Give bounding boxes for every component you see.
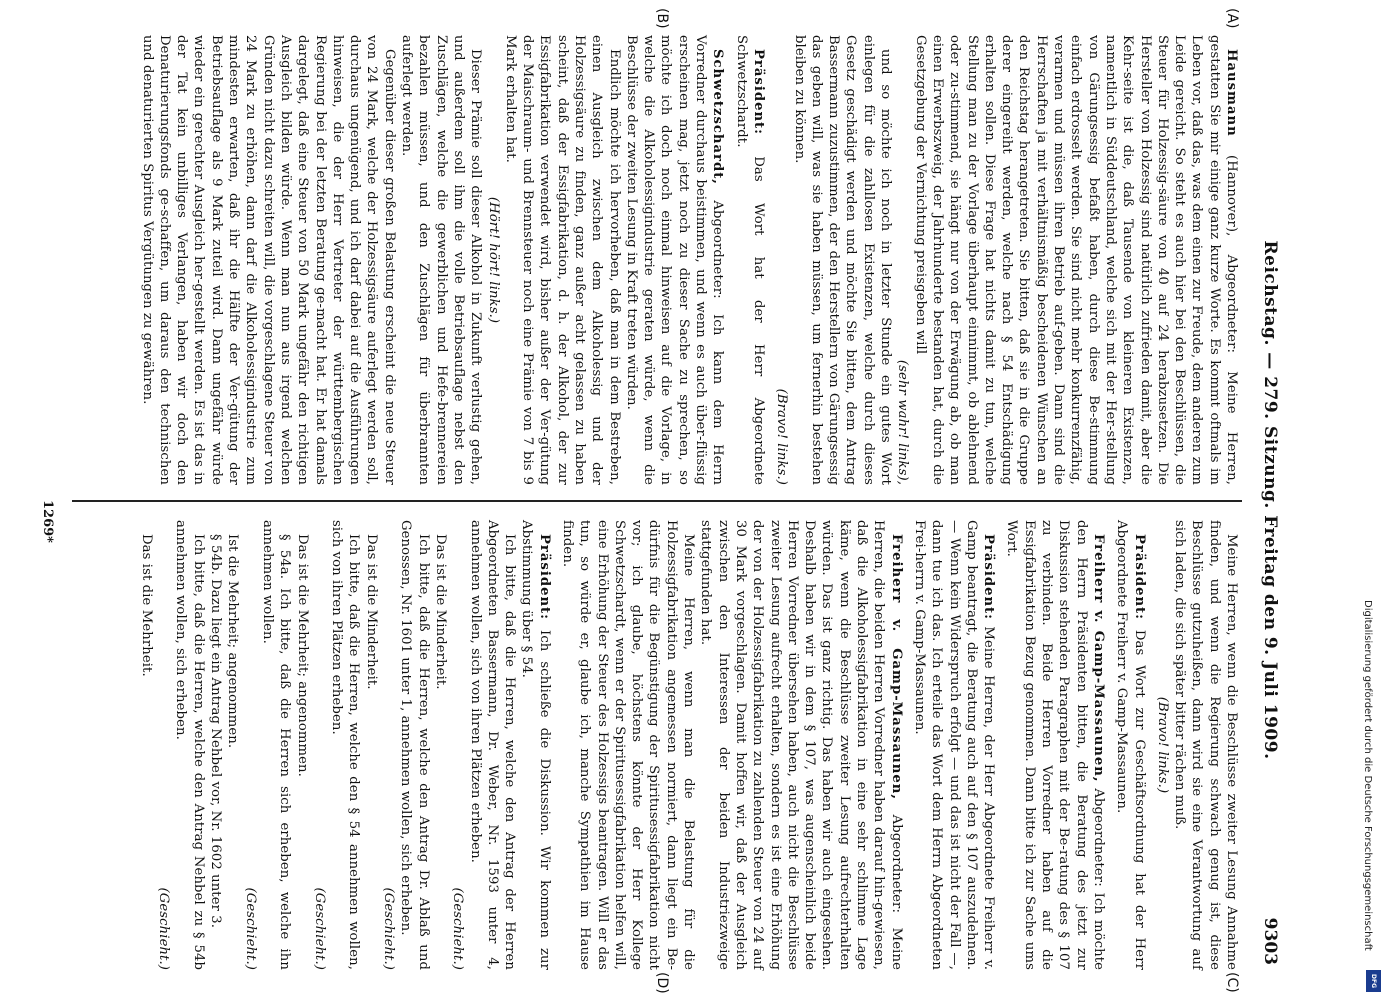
speaker-name: Präsident: (981, 534, 997, 621)
paragraph: Meine Herren, der Herr Abgeordnete Freiherr v. Gamp beantragt, die Beratung auch auf den § 107 auszudehnen. — Wenn kein Widerspruch erfolgt — und das ist nicht der Fall —, dann tue ich das. Ich erteile das Wort dem Herrn Abgeordneten Frei-herrn v. Gamp-Massaunen. (911, 520, 997, 971)
interjection: (Geschieht.) (381, 887, 397, 970)
paragraph: Endlich möchte ich hervorheben, daß man in dem Bestreben, einen Ausgleich zwischen dem Alkoholessig und der Holzessigsäure zu finden, ganz außer acht gelassen zu haben scheint, daß der Essigfabrikation, d. h. der Alkohol, der zur Essigfabrikation verwendet wird, bisher außer der Ver-gütung der Maischraum- und Brennsteuer noch eine Prämie von 7 bis 9 Mark erhalten hat. (502, 35, 622, 485)
paragraph: Das Wort hat der Herr Abgeordnete Schwetzschardt. (733, 35, 766, 485)
margin-mark-d: (D) (654, 972, 670, 994)
paragraph: Meine Herren, wenn die Beschlüsse zweiter Lesung Annahme finden, und wenn die Regierung schwach genug ist, diese Beschlüsse gutzuheißen, dann wird sie eine Verantwortung auf sich laden, die sich später bitter rächen muß. (1172, 520, 1239, 970)
paragraph: Abgeordneter: Ich möchte den Herrn Präsidenten bitten, die Beratung des jetzt zur Diskussion stehenden Paragraphen mit der Be-ratung des § 107 zu verbinden. Beide Herren Vorredner haben auf die Essigfabrikation Bezug genommen. Dann bitte ich zur Sache ums Wort. (1004, 520, 1106, 970)
interjection: (Bravo! links.) (1154, 696, 1170, 794)
speaker-name: Freiherr v. Gamp-Massaunen, (888, 534, 904, 800)
paragraph: Ich bitte, daß die Herren, welche den Antrag Dr. Ablaß und Genossen, Nr. 1601 unter 1, annehmen wollen, sich erheben. (398, 520, 431, 970)
rotated-page (10, 0, 1310, 1000)
margin-mark-a: (A) (1224, 8, 1240, 29)
paragraph: Gegenüber dieser großen Belastung erscheint die neue Steuer von 24 Mark, welche der Holzessigsäure auferlegt werden soll, durchaus ungenügend, und ich darf dabei auf die Ausführungen hinweisen, die der Herr Vertreter der württembergischen Regierung bei der letzten Beratung ge-macht hat. Er hat damals dargelegt, daß eine Steuer von 50 Mark ungefähr den richtigen Ausgleich bilden würde. Wenn man nun aus irgend welchen Gründen nicht dazu schreiten will, die vorgeschlagene Steuer von 24 Mark zu erhöhen, dann darf die Alkoholessigindustrie zum mindesten erwarten, daß ihr die Hälfte der Ver-gütung der Betriebsauflage als 9 Mark zuteil wird. Dann ungefähr würde wieder ein gerechter Ausgleich her-gestellt werden. Es ist das in der Tat kein unbilliges Verlangen, haben wir doch den Denaturierungsfonds ge-schaffen, um daraus den technischen und denaturierten Spiritus Vergütungen zu gewähren. (139, 35, 397, 485)
column-divider (72, 500, 1242, 502)
margin-mark-b: (B) (654, 8, 670, 29)
folio-mark: 1269* (40, 500, 55, 543)
paragraph: Das Wort zur Geschäftsordnung hat der Herr Abgeordnete Freiherr v. Gamp-Massaunen. (1114, 520, 1147, 970)
interjection: (sehr wahr! links), (895, 359, 911, 485)
paragraph: Ich schließe die Diskussion. Wir kommen zur Abstimmung über § 54. (519, 520, 552, 970)
paragraph: (Hannover), Abgeordneter: Meine Herren, gestatten Sie mir einige ganz kurze Worte. Es kommt oftmals im Leben vor, daß das, was dem einen zur Freude, dem anderen zum Leide gereicht. So steht es auch hier bei den Beschlüssen, die Steuer für Holzessig-säure von 40 auf 24 herabzusetzen. Die Hersteller von Holzessig sind natürlich zufrieden damit, aber die Kehr-seite ist die, daß Tausende von kleineren Existenzen, namentlich in Süddeutschland, welche sich mit der Her-stellung von Gärungsessig befaßt haben, durch diese Be-stimmung einfach erdrosselt werden. Sie sind nicht mehr konkurrenzfähig, verarmen und müssen ihren Betrieb auf-geben. Dann sind die Herrschaften ja mit verhältnismäßig bescheidenen Wünschen an den Reichstag herangetreten. Sie bitten, daß sie in die Gruppe derer eingereiht werden, welche nach § 54 Entschädigung erhalten sollen. Diese Frage hat nichts damit zu tun, welche Stellung man zu der Vorlage überhaupt einnimmt, ob ablehnend oder zu-stimmend, sie hängt nur von der Erwägung ab, ob man einen Erwerbszweig, der Jahrhunderte bestanden hat, durch die Gesetzgebung der Vernichtung preisgeben will (912, 35, 1239, 486)
speaker-name: Hausmann (1224, 49, 1239, 137)
speaker-name: Freiherr v. Gamp-Massaunen, (1090, 534, 1106, 783)
paragraph: § 54a. Ich bitte, daß die Herren sich erheben, welche ihn annehmen wollen. (259, 520, 293, 970)
paragraph: Das ist die Mehrheit; angenommen. (294, 534, 310, 777)
interjection: (Geschieht.) (311, 887, 327, 970)
interjection: (Hört! hört! links.) (485, 196, 501, 324)
dfg-logo: DFG (1366, 970, 1381, 992)
paragraph: § 54b. Dazu liegt ein Antrag Nehbel vor, Nr. 1602 unter 3. (208, 534, 224, 929)
left-column (138, 35, 1240, 485)
interjection: (Geschieht.) (156, 887, 172, 970)
right-column (138, 520, 1240, 970)
speaker-name: Präsident: (1131, 534, 1147, 621)
paragraph: Ich bitte, daß die Herren, welche den Antrag Nehbel zu § 54b annehmen wollen, sich erheben. (173, 520, 206, 970)
speaker-name: Präsident: (750, 49, 766, 136)
page-number: 9303 (1260, 917, 1280, 965)
paragraph: Ist die Mehrheit; angenommen. (225, 534, 241, 749)
interjection: (Bravo! links.) (774, 388, 790, 485)
paragraph: Das ist die Minderheit. (432, 534, 448, 690)
page-header (1248, 35, 1288, 965)
digitization-footer: Digitalisierung gefördert durch die Deutsche Forschungsgemeinschaft (1362, 600, 1373, 951)
paragraph: Abgeordneter: Meine Herren, die beiden Herren Vorredner haben darauf hin-gewiesen, daß die Alkoholessigfabrikation in eine sehr schlimme Lage käme, wenn die Beschlüsse zweiter Lesung aufrechterhalten würden. Das ist ganz richtig. Das haben wir auch eingesehen. Deshalb haben wir in dem § 107, was augenscheinlich beide Herren Vorredner übersehen haben, auch nicht die Beschlüsse zweiter Lesung aufrecht erhalten, sondern es ist eine Erhöhung der von der Holzessigfabrikation zu zahlenden Steuer von 24 auf 30 Mark vorgeschlagen. Damit hoffen wir, daß der Ausgleich zwischen den Interessen der beiden Industriezweige stattgefunden hat. (698, 520, 904, 970)
paragraph: Ich bitte, daß die Herren, welche den Antrag der Herren Abgeordneten Bassermann, Dr. Weber, Nr. 1593 unter 4, annehmen wollen, sich von ihren Plätzen erheben. (467, 520, 518, 970)
page-title: Reichstag. — 279. Sitzung. Freitag den 9. Juli 1909. (1260, 240, 1280, 760)
interjection: (Geschieht.) (242, 887, 258, 970)
speaker-name: Schwetzschardt, (710, 49, 726, 185)
paragraph: Das ist die Mehrheit. (138, 534, 154, 677)
paragraph: Abgeordneter: Ich kann dem Herrn Vorredner durchaus beistimmen, und wenn es auch über-flüssig erscheinen mag, jetzt noch zu dieser Sache zu sprechen, so möchte ich doch noch einmal hinweisen auf die Vorlage, in welche die Alkoholessigindustrie geraten würde, wenn die Beschlüsse der zweiten Lesung in Kraft treten würden. (623, 35, 726, 485)
margin-mark-c: (C) (1224, 972, 1240, 993)
paragraph: Dieser Prämie soll dieser Alkohol in Zukunft verlustig gehen, und außerdem soll ihm die volle Betriebsauflage nebst den Zuschlägen, welche die gewerblichen und Hefe-brennereien bezahlen müssen, und den Zuschlägen für überbrannten auferlegt werden. (399, 35, 484, 485)
interjection: (Geschieht.) (450, 887, 466, 970)
paragraph: Meine Herren, wenn man die Belastung für die Holzessigfabrikation angemessen normiert, dann liegt ein Be-dürfnis für die Begünstigung der Spiritusessigfabrikation nicht vor; ich glaube, höchstens könnte der Herr Kollege Schwetzschardt, wenn er der Spiritusessigfabrikation helfen will, eine Erhöhung der Steuer des Holzessigs beantragen. Will er das tun, so würde er, glaube ich, manche Sympathien im Hause finden. (560, 520, 697, 970)
paragraph: und so möchte ich noch in letzter Stunde ein gutes Wort einlegen für die zahllosen Existenzen, welche durch dieses Gesetz geschädigt werden und möchte Sie bitten, dem Antrag Bassermann zuzustimmen, der den Herstellern von Gärungsessig das geben will, was sie haben müssen, um fernerhin bestehen bleiben zu können. (791, 35, 894, 485)
paragraph: Ich bitte, daß die Herren, welche den § 54 annehmen wollen, sich von ihren Plätzen erheben. (329, 520, 362, 970)
speaker-name: Präsident: (536, 534, 552, 621)
paragraph: Das ist die Minderheit. (363, 534, 379, 690)
